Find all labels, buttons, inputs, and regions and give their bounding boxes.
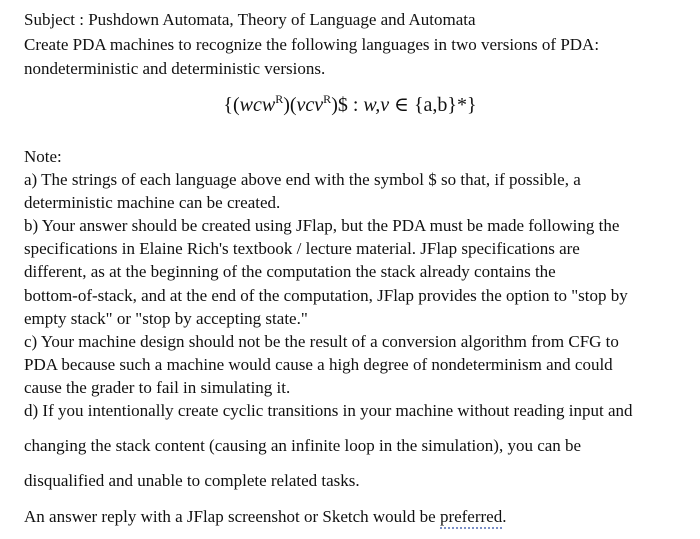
note-line: a) The strings of each language above end with the symbol $ so that, if possible, a (24, 170, 581, 189)
note-line: deterministic machine can be created. (24, 193, 281, 212)
note-line: cause the grader to fail in simulating it. (24, 378, 291, 397)
note-line: changing the stack content (causing an infinite loop in the simulation), you can be (24, 436, 582, 455)
final-note-preferred: preferred (440, 507, 502, 529)
note-line: d) If you intentionally create cyclic transitions in your machine without reading input and (24, 401, 633, 420)
note-line: PDA because such a machine would cause a high degree of nondeterminism and could (24, 355, 613, 374)
note-line: different, as at the beginning of the computation the stack already contains the (24, 262, 556, 281)
formula-reverse-2: R (323, 92, 332, 106)
note-line: specifications in Elaine Rich's textbook / lecture material. JFlap specifications are (24, 239, 580, 258)
note-line: disqualified and unable to complete related tasks. (24, 471, 360, 490)
formula-prefix: {( (223, 94, 240, 116)
note-line: empty stack" or "stop by accepting state." (24, 309, 308, 328)
final-note (24, 507, 506, 527)
task-line-1: Create PDA machines to recognize the following languages in two versions of PDA: (24, 35, 600, 54)
note-line: b) Your answer should be created using JFlap, but the PDA must be made following the (24, 216, 620, 235)
note-line: bottom-of-stack, and at the end of the computation, JFlap provides the option to "stop by (24, 286, 628, 305)
formula-vcv: vcv (296, 94, 324, 116)
formula-vars: w,v (363, 94, 390, 116)
formula-tail: )$ : (331, 94, 364, 116)
language-formula (0, 93, 700, 117)
formula-reverse-1: R (275, 92, 284, 106)
formula-set: ∈ {a,b}*} (389, 94, 477, 116)
subject-line: Subject : Pushdown Automata, Theory of Language and Automata (24, 10, 476, 29)
final-note-prefix: An answer reply with a JFlap screenshot or Sketch would be (24, 507, 440, 526)
task-line-2: nondeterministic and deterministic versions. (24, 59, 326, 78)
note-line: c) Your machine design should not be the result of a conversion algorithm from CFG to (24, 332, 619, 351)
final-note-suffix: . (502, 507, 507, 526)
note-title: Note: (24, 147, 62, 166)
formula-wcw: wcw (239, 94, 276, 116)
formula-mid: )( (283, 94, 297, 116)
